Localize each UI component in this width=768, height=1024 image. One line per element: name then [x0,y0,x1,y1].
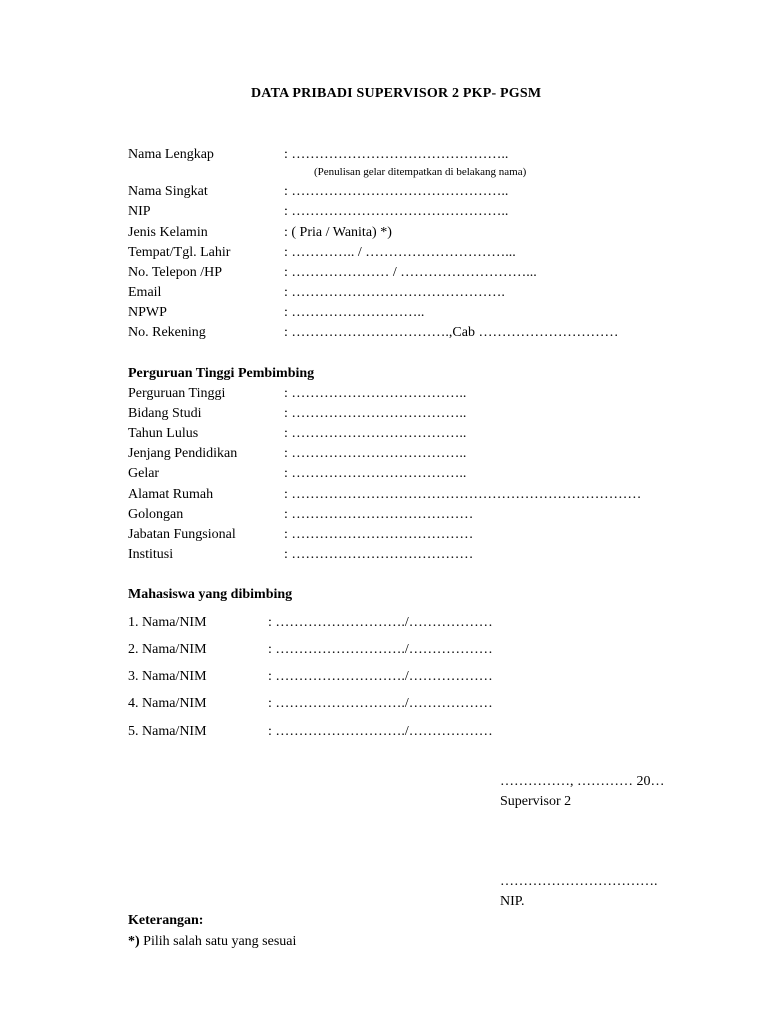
signature-role: Supervisor 2 [500,794,572,809]
student-value-1: : ………………………./……………… [268,615,493,630]
field-label-institusi: Institusi [128,547,174,562]
student-label-2: 2. Nama/NIM [128,642,207,657]
field-value-tempat-tgl-lahir: : ………….. / …………………………... [284,245,516,260]
field-value-tahun-lulus: : ……………………………….. [284,426,467,441]
field-label-jenis-kelamin: Jenis Kelamin [128,225,208,240]
signature-place-date: ……………, ………… 20… [500,774,665,789]
name-note: (Penulisan gelar ditempatkan di belakang nama) [314,166,527,178]
field-value-bidang-studi: : ……………………………….. [284,406,467,421]
field-label-perguruan-tinggi: Perguruan Tinggi [128,386,226,401]
field-label-email: Email [128,285,162,300]
field-label-nip: NIP [128,204,151,219]
field-label-telepon: No. Telepon /HP [128,265,223,280]
field-value-golongan: : ………………………………… [284,507,474,522]
field-value-nama-singkat: : ……………………………………….. [284,184,509,199]
field-value-jabatan-fungsional: : ………………………………… [284,527,474,542]
student-label-1: 1. Nama/NIM [128,615,207,630]
student-value-3: : ………………………./……………… [268,669,493,684]
university-heading: Perguruan Tinggi Pembimbing [128,366,315,381]
field-label-rekening: No. Rekening [128,325,206,340]
remarks-line [128,932,296,952]
signature-name-line: ……………………………. [500,874,658,889]
student-label-3: 3. Nama/NIM [128,669,207,684]
field-value-email: : ………………………………………. [284,285,505,300]
remarks-heading: Keterangan: [128,913,204,928]
students-heading: Mahasiswa yang dibimbing [128,587,293,602]
field-value-rekening: : …………………………….,Cab ………………………… [284,325,619,340]
field-label-npwp: NPWP [128,305,167,320]
field-value-npwp: : ……………………….. [284,305,425,320]
signature-nip: NIP. [500,894,525,909]
student-label-5: 5. Nama/NIM [128,724,207,739]
field-value-telepon: : ………………… / ………………………... [284,265,537,280]
field-value-institusi: : ………………………………… [284,547,474,562]
field-label-gelar: Gelar [128,466,160,481]
field-label-tempat-tgl-lahir: Tempat/Tgl. Lahir [128,245,231,260]
field-label-nama-lengkap: Nama Lengkap [128,147,214,162]
field-label-nama-singkat: Nama Singkat [128,184,208,199]
field-label-jenjang-pendidikan: Jenjang Pendidikan [128,446,238,461]
field-value-alamat-rumah: : ………………………………………………………………… [284,487,642,502]
student-value-4: : ………………………./……………… [268,696,493,711]
page-title: DATA PRIBADI SUPERVISOR 2 PKP- PGSM [251,86,542,101]
field-value-nama-lengkap: : ……………………………………….. [284,147,509,162]
remarks-text: Pilih salah satu yang sesuai [139,934,297,949]
field-value-jenis-kelamin: : ( Pria / Wanita) *) [284,225,392,240]
field-value-nip: : ……………………………………….. [284,204,509,219]
field-label-golongan: Golongan [128,507,184,522]
field-value-perguruan-tinggi: : ……………………………….. [284,386,467,401]
field-label-bidang-studi: Bidang Studi [128,406,202,421]
field-label-jabatan-fungsional: Jabatan Fungsional [128,527,236,542]
field-label-alamat-rumah: Alamat Rumah [128,487,214,502]
remarks-marker: *) [128,934,140,949]
field-value-gelar: : ……………………………….. [284,466,467,481]
student-value-5: : ………………………./……………… [268,724,493,739]
student-label-4: 4. Nama/NIM [128,696,207,711]
field-value-jenjang-pendidikan: : ……………………………….. [284,446,467,461]
field-label-tahun-lulus: Tahun Lulus [128,426,199,441]
student-value-2: : ………………………./……………… [268,642,493,657]
